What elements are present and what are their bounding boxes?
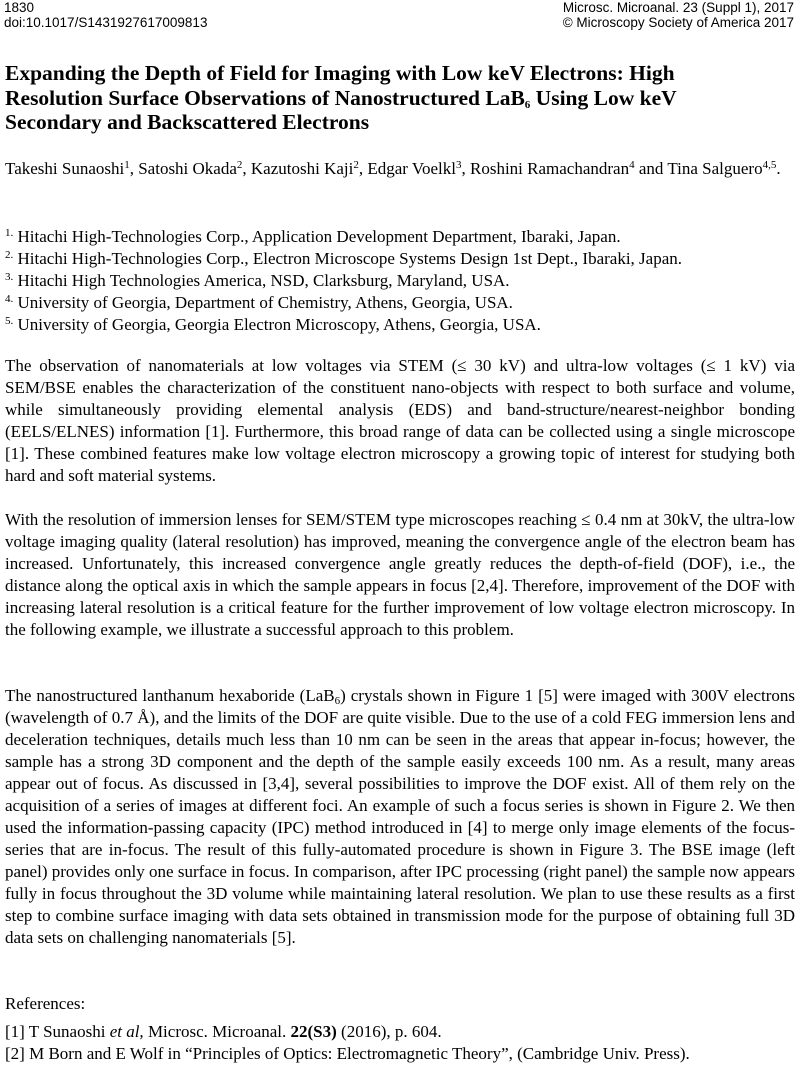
references-heading: References:	[5, 994, 86, 1013]
doi: doi:10.1017/S1431927617009813	[4, 15, 208, 30]
affiliation-item: $^{5.}$ University of Georgia, Georgia Electron Microscopy, Athens, Georgia, USA.	[5, 315, 541, 334]
affiliation-item: $^{4.}$ University of Georgia, Department of Chemistry, Athens, Georgia, USA.	[5, 293, 513, 312]
author-affiliation-marker: 4,5	[762, 159, 777, 171]
running-header-right	[563, 0, 794, 30]
page-number: 1830	[4, 0, 35, 15]
affiliation-list	[5, 226, 793, 336]
body-paragraph-1: The observation of nanomaterials at low voltages via STEM (≤ 30 kV) and ultra-low voltages (≤ 1 kV) via SEM/BSE enables the characterization of the constituent nano-objects with respect to both surface and volume, while simultaneously providing elemental analysis (EDS) and band-structure/nearest-neighbor bonding (EELS/ELNES) information [1]. Furthermore, this broad range of data can be collected using a single microscope [1]. These combined features make low voltage electron microscopy a growing topic of interest for studying both hard and soft material systems.	[5, 356, 795, 485]
author-affiliation-marker: 2	[236, 159, 243, 171]
author: Tina Salguero	[667, 159, 763, 178]
author: Edgar Voelkl	[367, 159, 456, 178]
reference-item: [1] T Sunaoshi et al, Microsc. Microanal. 22(S3) (2016), p. 604.	[5, 1022, 442, 1041]
author: Takeshi Sunaoshi	[5, 159, 125, 178]
copyright: © Microscopy Society of America 2017	[562, 15, 794, 30]
body-paragraph-2: With the resolution of immersion lenses for SEM/STEM type microscopes reaching ≤ 0.4 nm at 30kV, the ultra-low voltage imaging quality (lateral resolution) has improved, meaning the convergence angle of the electron beam has increased. Unfortunately, this increased convergence angle greatly reduces the depth-of-field (DOF), i.e., the distance along the optical axis in which the sample appears in focus [2,4]. Therefore, improvement of the DOF with increasing lateral resolution is a critical feature for the further improvement of low voltage electron microscopy. In the following example, we illustrate a successful approach to this problem.	[5, 510, 795, 639]
author-affiliation-marker: 3	[455, 159, 462, 171]
paper-title: Expanding the Depth of Field for Imaging with Low keV Electrons: High Resolution Surface Observations of Nanostructured LaB$_6$ Using Low keV Secondary and Backscattered Electrons	[5, 61, 677, 134]
author-affiliation-marker: 2	[353, 159, 359, 171]
running-header-left	[4, 0, 207, 30]
author-affiliation-marker: 4	[629, 159, 635, 171]
author-list: Takeshi Sunaoshi$^1$, Satoshi Okada$^2$, Kazutoshi Kaji$^2$, Edgar Voelkl$^3$, Roshini Ramachandran$^4$ and Tina Salguero$^{4,5}$.	[5, 159, 781, 178]
author: Kazutoshi Kaji	[250, 159, 354, 178]
body-paragraph-3: The nanostructured lanthanum hexaboride (LaB$_6$) crystals shown in Figure 1 [5] were imaged with 300V electrons (wavelength of 0.7 Å), and the limits of the DOF are quite visible. Due to the use of a cold FEG immersion lens and deceleration techniques, details much less than 10 nm can be seen in the areas that appear in-focus; however, the sample has a strong 3D component and the depth of the sample easily exceeds 100 nm. As a result, many areas appear out of focus. As discussed in [3,4], several possibilities to improve the DOF exist. All of them rely on the acquisition of a series of images at different foci. An example of such a focus series is shown in Figure 2. We then used the information-passing capacity (IPC) method introduced in [4] to merge only image elements of the focus-series that are in-focus. The result of this fully-automated procedure is shown in Figure 3. The BSE image (left panel) provides only one surface in focus. In comparison, after IPC processing (right panel) the sample now appears fully in focus throughout the 3D volume while maintaining lateral resolution. We plan to use these results as a first step to combine surface imaging with data sets obtained in transmission mode for the purpose of obtaining full 3D data sets on challenging nanomaterials [5].	[5, 686, 795, 947]
author: Roshini Ramachandran	[469, 159, 630, 178]
affiliation-item: $^{1.}$ Hitachi High-Technologies Corp., Application Development Department, Ibaraki, Japan.	[5, 227, 621, 246]
author: Satoshi Okada	[138, 159, 237, 178]
affiliation-item: $^{3.}$ Hitachi High Technologies America, NSD, Clarksburg, Maryland, USA.	[5, 271, 510, 290]
author-affiliation-marker: 1	[124, 159, 130, 171]
journal-citation: Microsc. Microanal. 23 (Suppl 1), 2017	[562, 0, 794, 15]
reference-item: [2] M Born and E Wolf in “Principles of Optics: Electromagnetic Theory”, (Cambridge Univ. Press).	[5, 1044, 690, 1063]
affiliation-item: $^{2.}$ Hitachi High-Technologies Corp., Electron Microscope Systems Design 1st Dept., Ibaraki, Japan.	[5, 249, 682, 268]
